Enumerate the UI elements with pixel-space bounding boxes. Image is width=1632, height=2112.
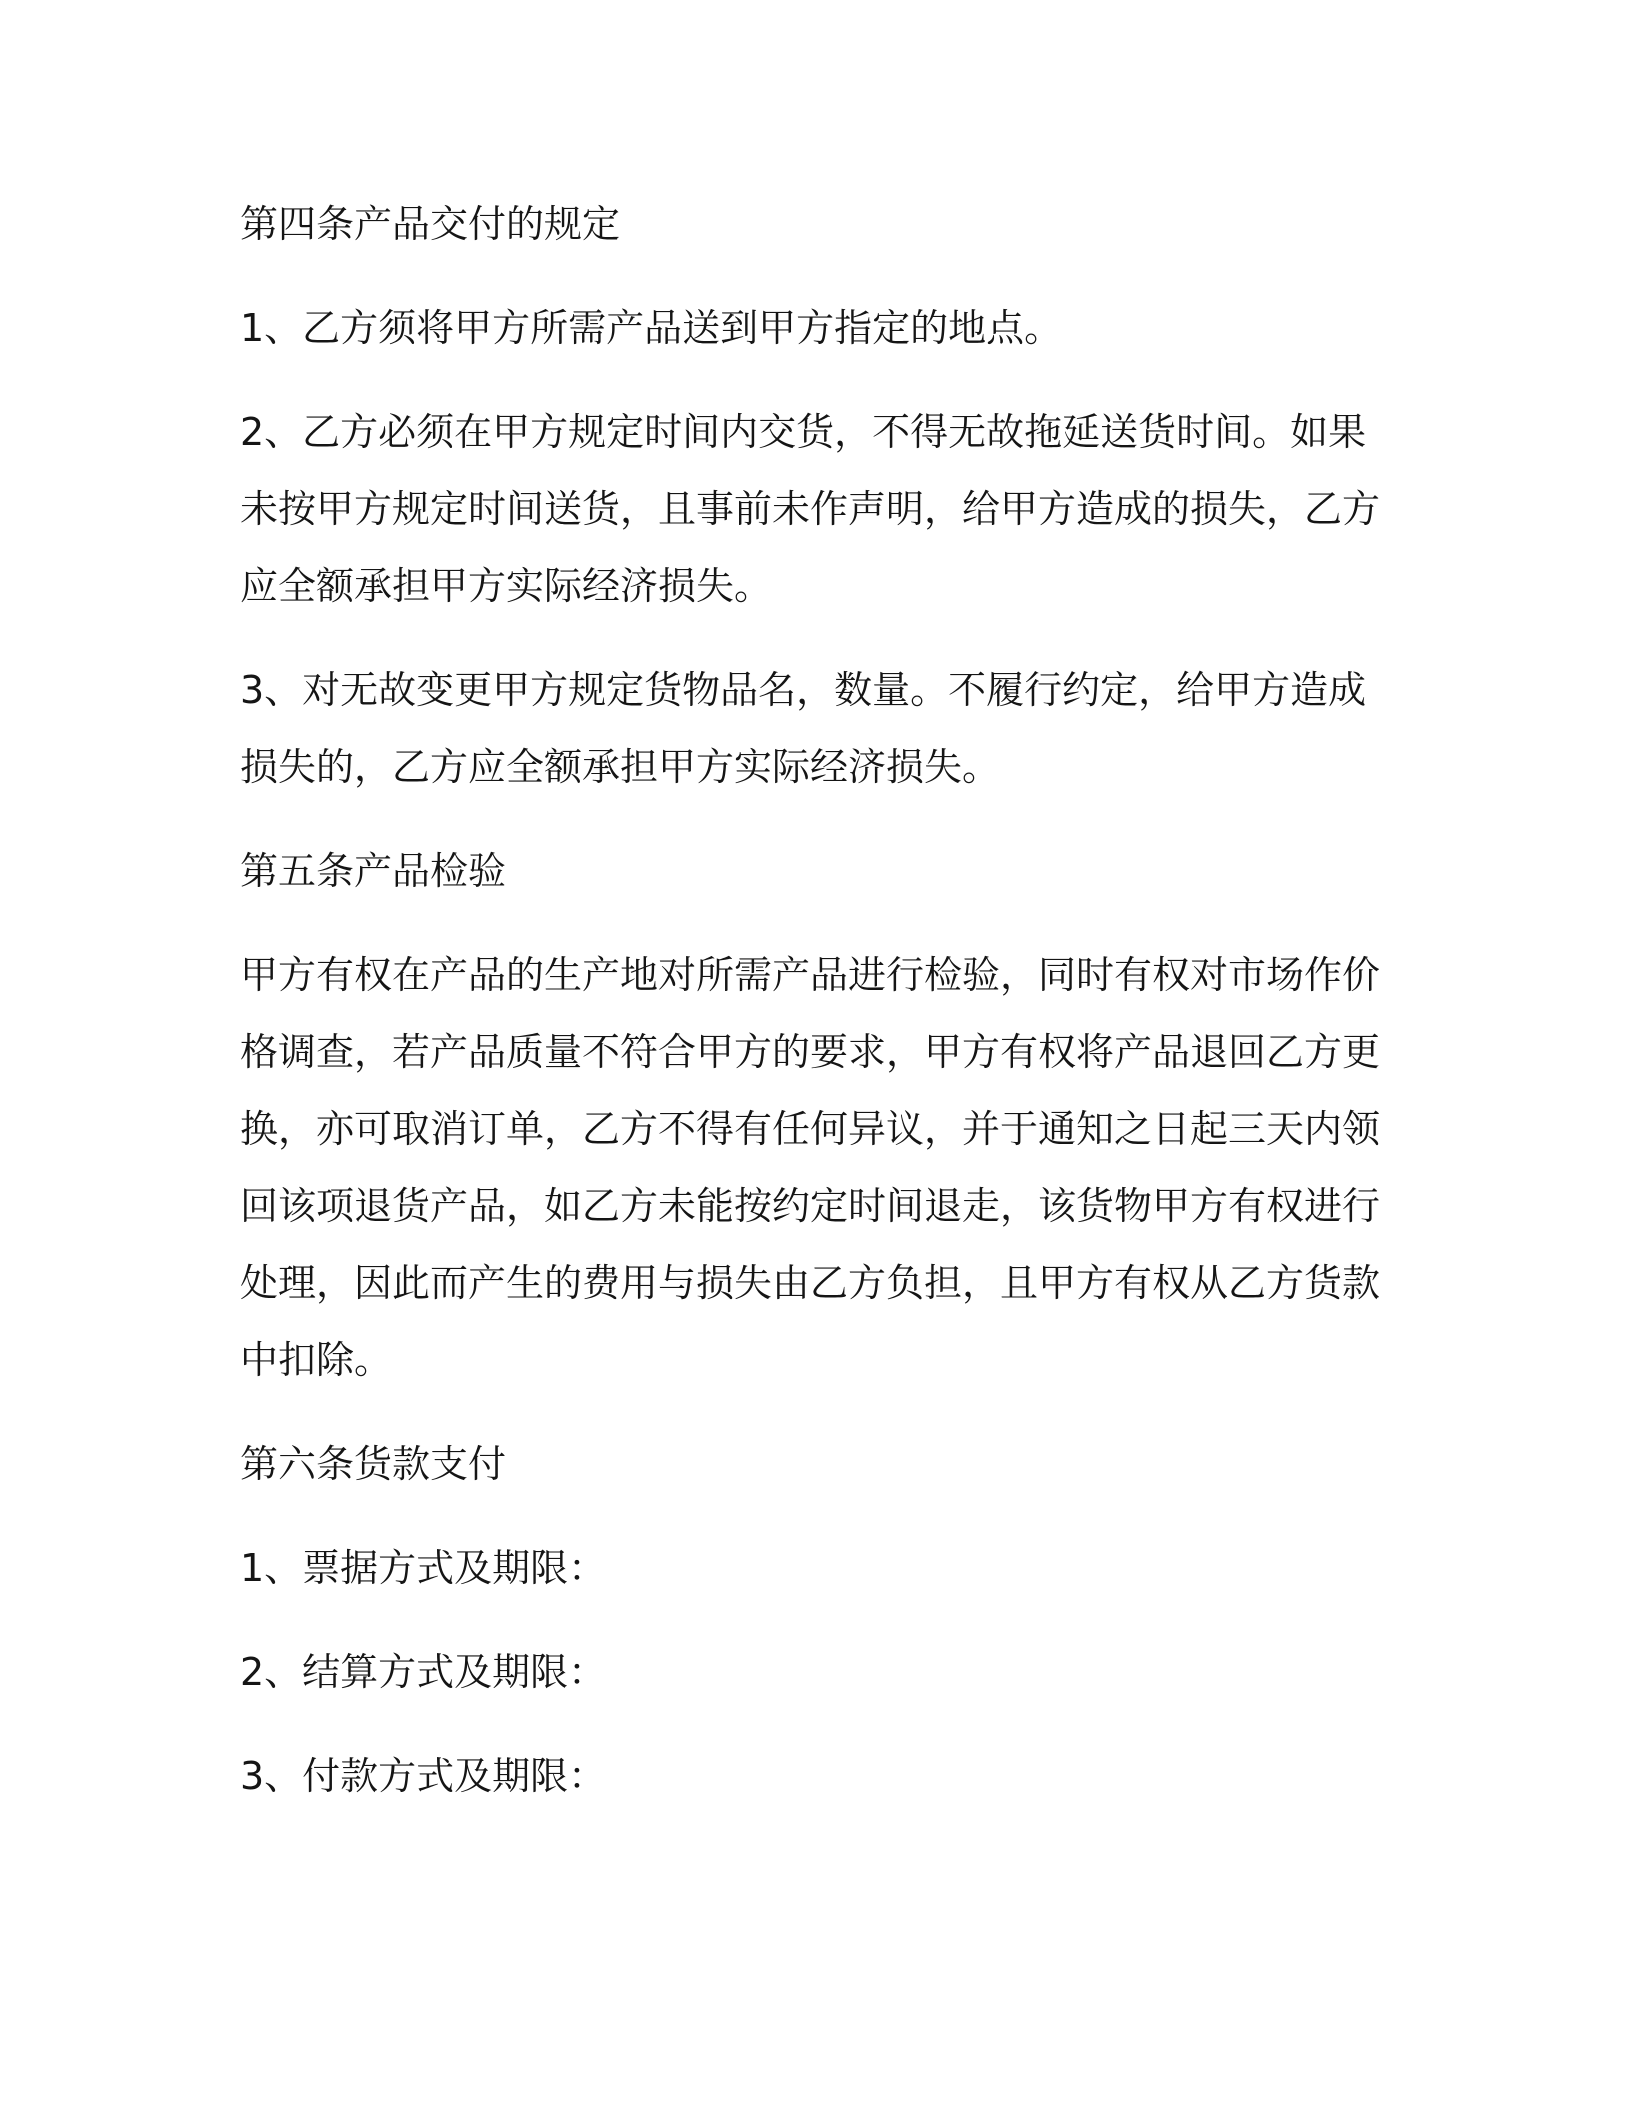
paragraph: 3、对无故变更甲方规定货物品名，数量。不履行约定，给甲方造成损失的，乙方应全额承担甲方实际经济损失。 [240,668,1367,789]
document-body [240,186,1400,1842]
paragraph: 甲方有权在产品的生产地对所需产品进行检验，同时有权对市场作价格调查，若产品质量不符合甲方的要求，甲方有权将产品退回乙方更换，亦可取消订单，乙方不得有任何异议，并于通知之日起三天内领回该项退货产品，如乙方未能按约定时间退走，该货物甲方有权进行处理，因此而产生的费用与损失由乙方负担，且甲方有权从乙方货款中扣除。 [240,953,1381,1382]
paragraph: 1、票据方式及期限： [240,1546,607,1590]
paragraph: 2、结算方式及期限： [240,1650,607,1694]
paragraph: 2、乙方必须在甲方规定时间内交货，不得无故拖延送货时间。如果未按甲方规定时间送货，且事前未作声明，给甲方造成的损失，乙方应全额承担甲方实际经济损失。 [240,410,1381,608]
section-heading: 第五条产品检验 [240,849,507,893]
section-heading: 第六条货款支付 [240,1442,507,1486]
section-heading: 第四条产品交付的规定 [240,202,621,246]
paragraph: 3、付款方式及期限： [240,1754,607,1798]
paragraph: 1、乙方须将甲方所需产品送到甲方指定的地点。 [240,306,1063,350]
